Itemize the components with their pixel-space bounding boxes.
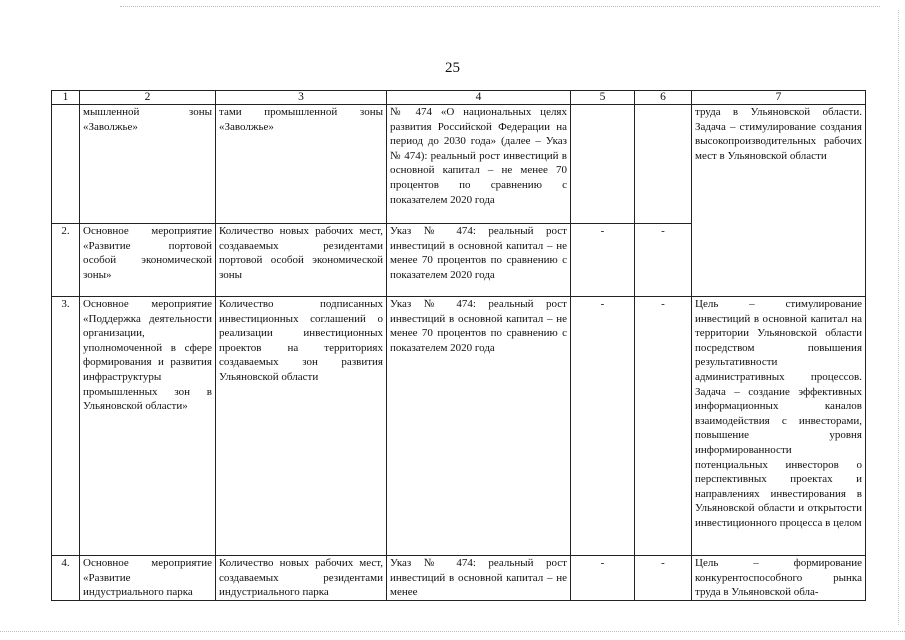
measure-cell: Основное мероприятие «Поддержка деятельности организации, уполномоченной в сфере формирования и развития инфраструктуры промышленных зон в Ульяновской области» (80, 297, 216, 556)
measure-cell: Основное мероприятие «Развитие индустриального парка (80, 556, 216, 601)
target-cell: Указ № 474: реальный рост инвестиций в основной капитал – не менее 70 процентов по сравнению с показателем 2020 года (387, 297, 571, 556)
column-header: 6 (635, 91, 692, 105)
table-row (52, 105, 866, 224)
column-header: 2 (80, 91, 216, 105)
column-5-cell: - (571, 224, 635, 297)
target-cell: № 474 «О национальных целях развития Российской Федерации на период до 2030 года» (далее – Указ № 474): реальный рост инвестиций в основной капитал – не менее 70 процентов по сравнению с показателем 2020 года (387, 105, 571, 224)
scan-edge-bottom (0, 631, 905, 632)
column-header: 1 (52, 91, 80, 105)
indicator-cell: тами промышленной зоны «Заволжье» (216, 105, 387, 224)
table-header-row (52, 91, 866, 105)
column-6-cell: - (635, 224, 692, 297)
table-row (52, 297, 866, 556)
column-5-cell (571, 105, 635, 224)
row-number (52, 105, 80, 224)
measures-table (51, 90, 866, 601)
column-6-cell: - (635, 297, 692, 556)
goal-cell (692, 224, 866, 297)
goal-cell: Цель – формирование конкурентоспособного рынка труда в Ульяновской обла- (692, 556, 866, 601)
indicator-cell: Количество новых рабочих мест, создаваемых резидентами портовой особой экономической зоны (216, 224, 387, 297)
column-header: 7 (692, 91, 866, 105)
indicator-cell: Количество новых рабочих мест, создаваемых резидентами индустриального парка (216, 556, 387, 601)
measure-cell: Основное мероприятие «Развитие портовой особой экономической зоны» (80, 224, 216, 297)
scan-edge-right (898, 10, 899, 625)
measure-cell: мышленной зоны «Заволжье» (80, 105, 216, 224)
scan-edge-top (120, 6, 880, 7)
row-number: 2. (52, 224, 80, 297)
table-row (52, 224, 866, 297)
page-number: 25 (445, 60, 460, 76)
row-number: 3. (52, 297, 80, 556)
row-number: 4. (52, 556, 80, 601)
column-header: 3 (216, 91, 387, 105)
goal-cell: труда в Ульяновской области. Задача – стимулирование создания высокопроизводительных рабочих мест в Ульяновской области (692, 105, 866, 224)
goal-cell: Цель – стимулирование инвестиций в основной капитал на территории Ульяновской области посредством повышения результативности административных процессов. Задача – создание эффективных информационных каналов взаимодействия с инвесторами, повышение уровня информированности потенциальных инвесторов о перспективных проектах и направлениях инвестирования в Ульяновской области и открытости инвестиционного процесса в целом (692, 297, 866, 556)
indicator-cell: Количество подписанных инвестиционных соглашений о реализации инвестиционных проектов на территориях создаваемых зон развития Ульяновской области (216, 297, 387, 556)
table-row (52, 556, 866, 601)
column-6-cell (635, 105, 692, 224)
column-5-cell: - (571, 556, 635, 601)
target-cell: Указ № 474: реальный рост инвестиций в основной капитал – не менее 70 процентов по сравнению с показателем 2020 года (387, 224, 571, 297)
target-cell: Указ № 474: реальный рост инвестиций в основной капитал – не менее (387, 556, 571, 601)
column-header: 4 (387, 91, 571, 105)
column-header: 5 (571, 91, 635, 105)
column-5-cell: - (571, 297, 635, 556)
column-6-cell: - (635, 556, 692, 601)
